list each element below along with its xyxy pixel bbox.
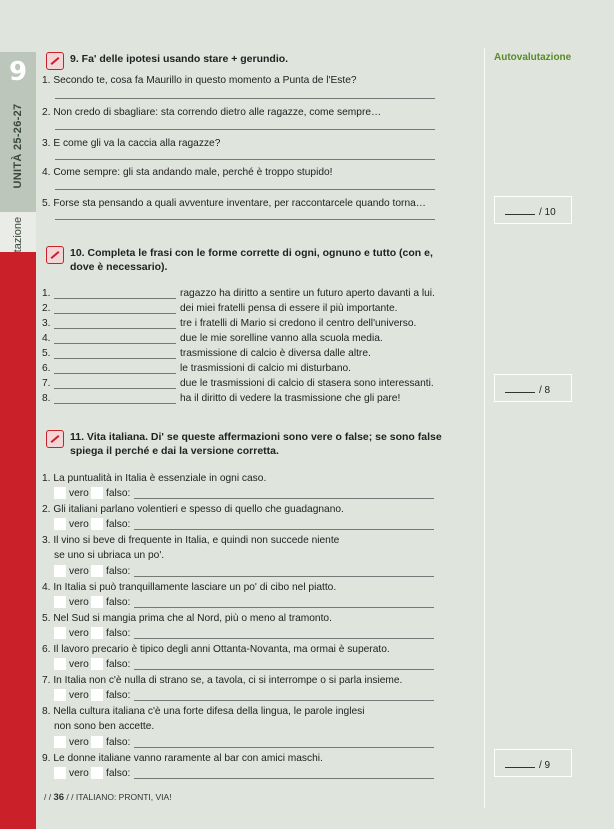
ex9-question-5: 5. Forse sta pensando a quali avventure inventare, per raccontarcele quando torna… <box>42 198 426 209</box>
fill-blank[interactable] <box>54 343 176 344</box>
falso-label: falso: <box>106 488 131 499</box>
ex9-question-2: 2. Non credo di sbagliare: sta correndo dietro alle ragazze, come sempre… <box>42 107 382 118</box>
book-title: ITALIANO: PRONTI, VIA! <box>75 792 172 802</box>
falso-checkbox[interactable] <box>91 565 103 577</box>
ex9-answer-line[interactable] <box>55 159 435 160</box>
fill-blank[interactable] <box>54 403 176 404</box>
score-line <box>505 767 535 768</box>
falso-label: falso: <box>106 566 131 577</box>
pencil-icon <box>46 52 64 70</box>
vero-label: vero <box>69 659 89 670</box>
exercise-11-title: 11. Vita italiana. Di' se queste affermazioni sono vere o false; se sono false spiega il perché e dai la versione corretta. <box>70 431 442 457</box>
falso-answer-line[interactable] <box>134 529 434 530</box>
falso-label: falso: <box>106 597 131 608</box>
exercise-9-header <box>46 52 460 70</box>
ex9-answer-line[interactable] <box>55 129 435 130</box>
ex11-statement-9: 9. Le donne italiane vanno raramente al bar con amici maschi. <box>42 753 323 764</box>
item-number: 8. <box>42 393 51 404</box>
fill-blank[interactable] <box>54 373 176 374</box>
pencil-icon <box>46 246 64 264</box>
score-line <box>505 392 535 393</box>
ex11-statement-3: 3. Il vino si beve di frequente in Italia, e quindi non succede niente <box>42 535 340 546</box>
falso-checkbox[interactable] <box>91 658 103 670</box>
ex11-statement-4: 4. In Italia si può tranquillamente lasciare un po' di cibo nel piatto. <box>42 582 337 593</box>
unit-label: UNITÀ 25-26-27 <box>12 103 24 189</box>
item-number: 3. <box>42 318 51 329</box>
falso-checkbox[interactable] <box>91 596 103 608</box>
falso-label: falso: <box>106 690 131 701</box>
falso-answer-line[interactable] <box>134 669 434 670</box>
ex11-statement-8: 8. Nella cultura italiana c'è una forte difesa della lingua, le parole inglesi <box>42 706 365 717</box>
item-number: 1. <box>42 288 51 299</box>
vero-label: vero <box>69 628 89 639</box>
falso-label: falso: <box>106 519 131 530</box>
vero-checkbox[interactable] <box>54 487 66 499</box>
item-number: 7. <box>42 378 51 389</box>
column-divider <box>484 48 485 808</box>
ex9-answer-line[interactable] <box>55 98 435 99</box>
vero-label: vero <box>69 488 89 499</box>
falso-answer-line[interactable] <box>134 747 434 748</box>
ex11-statement-3-cont: se uno si ubriaca un po'. <box>54 550 165 561</box>
item-text: due le mie sorelline vanno alla scuola media. <box>180 333 383 344</box>
red-side-band <box>0 252 36 829</box>
pencil-icon <box>46 430 64 448</box>
item-text: tre i fratelli di Mario si credono il centro dell'universo. <box>180 318 417 329</box>
falso-label: falso: <box>106 628 131 639</box>
score-total: / 8 <box>539 385 551 396</box>
vero-checkbox[interactable] <box>54 736 66 748</box>
falso-label: falso: <box>106 659 131 670</box>
item-number: 5. <box>42 348 51 359</box>
item-text: dei miei fratelli pensa di essere il più importante. <box>180 303 398 314</box>
falso-answer-line[interactable] <box>134 498 434 499</box>
fill-blank[interactable] <box>54 358 176 359</box>
falso-label: falso: <box>106 768 131 779</box>
vero-checkbox[interactable] <box>54 627 66 639</box>
ex9-answer-line[interactable] <box>55 189 435 190</box>
page-number: 36 <box>53 792 65 803</box>
exercise-10-header <box>46 246 460 274</box>
ex11-statement-2: 2. Gli italiani parlano volentieri e spesso di quello che guadagnano. <box>42 504 344 515</box>
vero-label: vero <box>69 737 89 748</box>
item-number: 6. <box>42 363 51 374</box>
vero-checkbox[interactable] <box>54 565 66 577</box>
falso-answer-line[interactable] <box>134 700 434 701</box>
fill-blank[interactable] <box>54 328 176 329</box>
vero-label: vero <box>69 690 89 701</box>
score-box-9[interactable] <box>494 196 572 224</box>
falso-label: falso: <box>106 737 131 748</box>
vero-label: vero <box>69 768 89 779</box>
score-line <box>505 214 535 215</box>
unit-side-tab <box>0 52 36 252</box>
fill-blank[interactable] <box>54 388 176 389</box>
falso-answer-line[interactable] <box>134 778 434 779</box>
score-total: / 10 <box>539 207 556 218</box>
item-number: 4. <box>42 333 51 344</box>
ex9-question-3: 3. E come gli va la caccia alla ragazze? <box>42 138 221 149</box>
ex11-statement-8-cont: non sono ben accette. <box>54 721 155 732</box>
item-text: trasmissione di calcio è diversa dalle altre. <box>180 348 371 359</box>
falso-checkbox[interactable] <box>91 627 103 639</box>
score-box-10[interactable] <box>494 374 572 402</box>
fill-blank[interactable] <box>54 313 176 314</box>
vero-checkbox[interactable] <box>54 518 66 530</box>
item-text: ragazzo ha diritto a sentire un futuro aperto davanti a lui. <box>180 288 435 299</box>
item-text: ha il diritto di vedere la trasmissione che gli pare! <box>180 393 401 404</box>
ex9-answer-line[interactable] <box>55 219 435 220</box>
exercise-10-title: 10. Completa le frasi con le forme corrette di ogni, ognuno e tutto (con e, dove è necessario). <box>70 247 433 273</box>
vero-checkbox[interactable] <box>54 767 66 779</box>
falso-checkbox[interactable] <box>91 767 103 779</box>
vero-checkbox[interactable] <box>54 658 66 670</box>
ex11-statement-6: 6. Il lavoro precario è tipico degli anni Ottanta-Novanta, ma ormai è superato. <box>42 644 390 655</box>
ex9-question-1: 1. Secondo te, cosa fa Maurillo in questo momento a Punta de l'Este? <box>42 75 357 86</box>
vero-checkbox[interactable] <box>54 689 66 701</box>
falso-answer-line[interactable] <box>134 638 434 639</box>
falso-checkbox[interactable] <box>91 487 103 499</box>
score-box-11[interactable] <box>494 749 572 777</box>
item-text: due le trasmissioni di calcio di stasera sono interessanti. <box>180 378 434 389</box>
vero-label: vero <box>69 519 89 530</box>
page-footer: / / 36 / / ITALIANO: PRONTI, VIA! <box>44 792 172 803</box>
ex11-statement-5: 5. Nel Sud si mangia prima che al Nord, più o meno al tramonto. <box>42 613 332 624</box>
exercise-11-header <box>46 430 460 458</box>
falso-checkbox[interactable] <box>91 689 103 701</box>
falso-answer-line[interactable] <box>134 607 434 608</box>
ex9-question-4: 4. Come sempre: gli sta andando male, perché è troppo stupido! <box>42 167 333 178</box>
falso-answer-line[interactable] <box>134 576 434 577</box>
vero-checkbox[interactable] <box>54 596 66 608</box>
falso-checkbox[interactable] <box>91 736 103 748</box>
vero-label: vero <box>69 566 89 577</box>
fill-blank[interactable] <box>54 298 176 299</box>
unit-number: 9 <box>8 57 28 87</box>
score-total: / 9 <box>539 760 551 771</box>
item-text: le trasmissioni di calcio mi disturbano. <box>180 363 351 374</box>
falso-checkbox[interactable] <box>91 518 103 530</box>
right-column-title: Autovalutazione <box>494 52 572 63</box>
ex11-statement-7: 7. In Italia non c'è nulla di strano se, a tavola, ci si interrompe o si parla insieme. <box>42 675 403 686</box>
item-number: 2. <box>42 303 51 314</box>
exercise-9-title: 9. Fa' delle ipotesi usando stare + gerundio. <box>70 53 289 65</box>
vero-label: vero <box>69 597 89 608</box>
ex11-statement-1: 1. La puntualità in Italia è essenziale in ogni caso. <box>42 473 267 484</box>
